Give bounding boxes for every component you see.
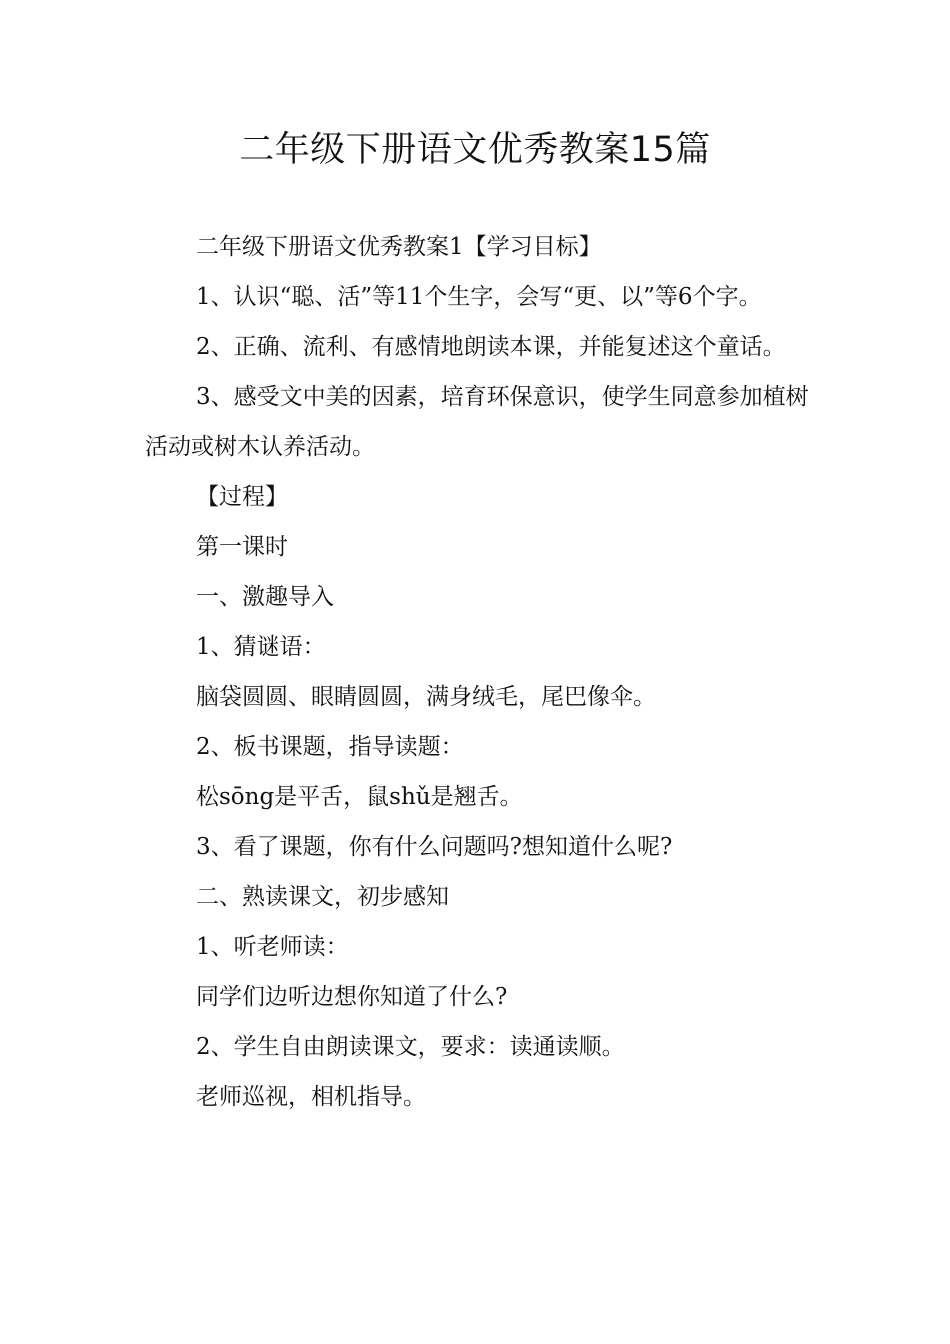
paragraph-section-1: 一、激趣导入 [196,584,334,610]
paragraph-process-heading: 【过程】 [196,484,288,510]
document-title: 二年级下册语文优秀教案15篇 [239,130,711,170]
paragraph-goal-1: 1、认识“聪、活”等11个生字，会写“更、以”等6个字。 [196,284,762,310]
paragraph-board-title: 2、板书课题，指导读题： [196,734,464,760]
paragraph-goal-2: 2、正确、流利、有感情地朗读本课，并能复述这个童话。 [196,334,786,360]
paragraph-section-2: 二、熟读课文，初步感知 [196,884,449,910]
paragraph-riddle-label: 1、猜谜语： [196,634,326,660]
paragraph-teacher-guide: 老师巡视，相机指导。 [196,1084,426,1110]
paragraph-pronunciation: 松sōng是平舌，鼠shǔ是翘舌。 [196,784,523,810]
paragraph-goal-3: 3、感受文中美的因素，培育环保意识，使学生同意参加植树活动或树木认养活动。 [145,384,809,460]
paragraph-riddle: 脑袋圆圆、眼睛圆圆，满身绒毛，尾巴像伞。 [196,684,656,710]
paragraph-listen-think: 同学们边听边想你知道了什么? [196,984,508,1010]
paragraph-read-aloud: 2、学生自由朗读课文，要求：读通读顺。 [196,1034,625,1060]
paragraph-lesson-heading: 二年级下册语文优秀教案1【学习目标】 [196,234,602,260]
paragraph-first-lesson: 第一课时 [196,534,288,560]
paragraph-question: 3、看了课题，你有什么问题吗?想知道什么呢? [196,834,673,860]
paragraph-listen: 1、听老师读： [196,934,349,960]
document-body [145,222,810,1122]
